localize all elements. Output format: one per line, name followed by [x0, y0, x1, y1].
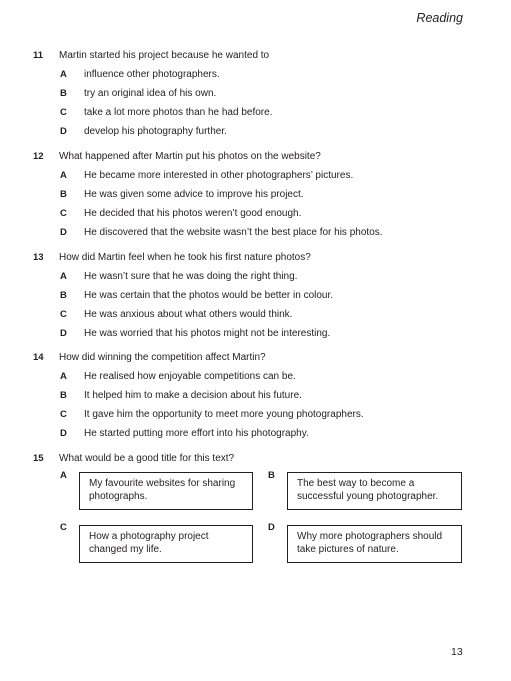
option-text: He discovered that the website wasn’t the best place for his photos.	[84, 227, 383, 238]
option-letter: A	[60, 170, 67, 181]
option-12-a[interactable]	[0, 169, 511, 182]
title-option-line: photographs.	[89, 490, 148, 502]
option-text: He realised how enjoyable competitions can be.	[84, 371, 296, 382]
option-14-c[interactable]	[0, 408, 511, 421]
title-option-line: How a photography project	[89, 531, 209, 542]
option-text: He was given some advice to improve his project.	[84, 189, 304, 200]
option-letter: D	[60, 227, 67, 238]
question-text: Martin started his project because he wanted to	[59, 50, 270, 61]
title-option-line: Why more photographers should	[297, 531, 443, 542]
option-text: He wasn’t sure that he was doing the right thing.	[84, 271, 298, 282]
question-text: How did Martin feel when he took his first nature photos?	[59, 252, 311, 263]
section-title: Reading	[416, 11, 463, 25]
option-letter: A	[60, 271, 67, 282]
question-text: What would be a good title for this text?	[59, 453, 235, 464]
title-option-d[interactable]	[287, 525, 462, 563]
option-11-c[interactable]	[0, 106, 511, 119]
title-option-a[interactable]	[79, 472, 253, 510]
option-12-d[interactable]	[0, 226, 511, 239]
option-text: try an original idea of his own.	[84, 88, 217, 99]
title-option-line: take pictures of nature.	[297, 543, 399, 555]
option-letter: B	[60, 189, 67, 200]
option-letter: B	[60, 290, 67, 301]
option-11-b[interactable]	[0, 87, 511, 100]
option-14-d[interactable]	[0, 427, 511, 440]
question-text: What happened after Martin put his photos on the website?	[59, 151, 321, 162]
option-letter: C	[60, 107, 67, 118]
option-letter: B	[60, 88, 67, 99]
option-letter: A	[60, 69, 67, 80]
option-13-a[interactable]	[0, 270, 511, 283]
option-text: take a lot more photos than he had before.	[84, 107, 273, 118]
option-12-c[interactable]	[0, 207, 511, 220]
option-letter: C	[60, 208, 67, 219]
option-text: It gave him the opportunity to meet more young photographers.	[84, 409, 364, 420]
title-option-letter-a: A	[60, 470, 67, 481]
title-option-b[interactable]	[287, 472, 462, 510]
title-option-line: successful young photographer.	[297, 490, 439, 502]
question-number: 14	[33, 352, 44, 363]
option-text: He was anxious about what others would think.	[84, 309, 293, 320]
question-number: 12	[33, 151, 44, 162]
option-12-b[interactable]	[0, 188, 511, 201]
option-letter: C	[60, 409, 67, 420]
option-11-d[interactable]	[0, 125, 511, 138]
option-text: He started putting more effort into his photography.	[84, 428, 309, 439]
option-13-d[interactable]	[0, 327, 511, 340]
title-option-letter-c: C	[60, 522, 67, 533]
option-text: He was worried that his photos might not be interesting.	[84, 328, 331, 339]
option-14-b[interactable]	[0, 389, 511, 402]
title-option-letter-d: D	[268, 522, 275, 533]
question-number: 13	[33, 252, 44, 263]
page-number: 13	[451, 646, 463, 658]
option-14-a[interactable]	[0, 370, 511, 383]
option-letter: C	[60, 309, 67, 320]
option-text: develop his photography further.	[84, 126, 227, 137]
question-number: 15	[33, 453, 44, 464]
option-letter: B	[60, 390, 67, 401]
option-text: He decided that his photos weren’t good enough.	[84, 208, 302, 219]
option-text: He became more interested in other photographers’ pictures.	[84, 170, 354, 181]
title-option-line: My favourite websites for sharing	[89, 478, 236, 489]
option-letter: D	[60, 428, 67, 439]
question-text: How did winning the competition affect Martin?	[59, 352, 266, 363]
title-option-c[interactable]	[79, 525, 253, 563]
option-11-a[interactable]	[0, 68, 511, 81]
title-option-line: changed my life.	[89, 543, 162, 555]
option-13-c[interactable]	[0, 308, 511, 321]
option-text: He was certain that the photos would be better in colour.	[84, 290, 334, 301]
option-letter: D	[60, 328, 67, 339]
option-letter: D	[60, 126, 67, 137]
option-13-b[interactable]	[0, 289, 511, 302]
title-option-letter-b: B	[268, 470, 275, 481]
option-text: influence other photographers.	[84, 69, 220, 80]
option-text: It helped him to make a decision about his future.	[84, 390, 302, 401]
question-number: 11	[33, 50, 44, 61]
option-letter: A	[60, 371, 67, 382]
title-option-line: The best way to become a	[297, 478, 415, 489]
